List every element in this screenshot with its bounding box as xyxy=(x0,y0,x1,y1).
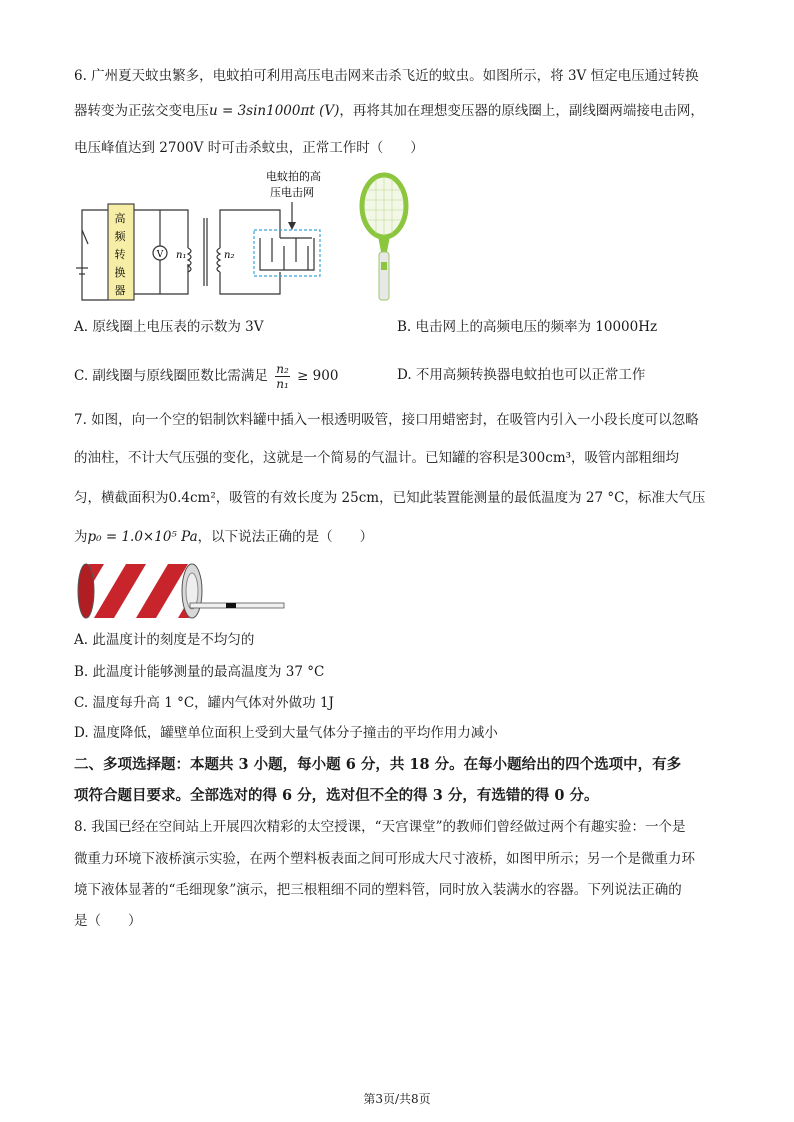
can-thermometer-image xyxy=(74,560,288,622)
net-label-1: 电蚊拍的高 xyxy=(266,170,321,183)
ratio-numerator: n₂ xyxy=(276,362,289,376)
q7-line2-text-a: 的油柱，不计大气压强的变化，这就是一个简易的气温计。已知罐的容积是 xyxy=(74,450,520,466)
q6-option-c-inequality: ≥ 900 xyxy=(297,368,339,384)
mosquito-racket-image xyxy=(356,170,414,304)
q7-volume: 300cm³ xyxy=(519,450,572,466)
q6-option-d: D. 不用高频转换器电蚊拍也可以正常工作 xyxy=(397,367,646,383)
q7-line3 xyxy=(74,488,705,508)
voltmeter-label: V xyxy=(156,250,164,260)
q6-option-c-text: C. 副线圈与原线圈匝数比需满足 xyxy=(74,368,268,384)
q6-voltage-formula: u = 3sin1000πt (V) xyxy=(209,103,340,119)
q7-line3-text-a: 匀，横截面积为 xyxy=(74,490,169,506)
section2-heading-line2: 项符合题目要求。全部选对的得 6 分，选对但不全的得 3 分，有选错的得 0 分。 xyxy=(74,787,599,804)
ratio-denominator: n₁ xyxy=(276,377,289,391)
q7-line2 xyxy=(74,448,679,468)
q7-pressure: p₀ = 1.0×10⁵ Pa xyxy=(87,529,198,545)
q7-option-b: B. 此温度计能够测量的最高温度为 37 °C xyxy=(74,664,325,680)
q7-option-d: D. 温度降低，罐壁单位面积上受到大量气体分子撞击的平均作用力减小 xyxy=(74,725,498,741)
page-number-footer: 第3页/共8页 xyxy=(363,1092,431,1106)
q8-line1: 8. 我国已经在空间站上开展四次精彩的太空授课，“天宫课堂”的教师们曾经做过两个有趣实验：一个是 xyxy=(74,819,686,835)
q7-line4-text-a: 为 xyxy=(74,529,88,545)
q7-line4-text-b: ，以下说法正确的是（ ） xyxy=(197,529,374,545)
q7-area: 0.4cm² xyxy=(168,490,216,506)
q7-line2-text-b: ，吸管内部粗细均 xyxy=(571,450,680,466)
converter-char-3: 转 xyxy=(114,248,126,261)
q7-line4 xyxy=(74,527,373,547)
q8-line3: 境下液体显著的“毛细现象”演示，把三根粗细不同的塑料管，同时放入装满水的容器。下列说法正确的 xyxy=(74,882,682,898)
q6-option-b: B. 电击网上的高频电压的频率为 10000Hz xyxy=(397,319,658,335)
converter-char-4: 换 xyxy=(114,266,126,279)
q7-line3-text-b: ，吸管的有效长度为 25cm，已知此装置能测量的最低温度为 27 °C，标准大气压 xyxy=(215,490,706,506)
q8-line2: 微重力环境下液桥演示实验，在两个塑料板表面之间可形成大尺寸液桥，如图甲所示；另一个是微重力环 xyxy=(74,851,695,867)
q6-line2-text-a: 器转变为正弦交变电压 xyxy=(74,103,209,119)
converter-char-1: 高 xyxy=(114,212,126,225)
q6-line2-text-b: ，再将其加在理想变压器的原线圈上，副线圈两端接电击网， xyxy=(339,103,704,119)
q8-line4: 是（ ） xyxy=(74,913,142,929)
section2-heading-line1: 二、多项选择题：本题共 3 小题，每小题 6 分，共 18 分。在每小题给出的四个选项中，有多 xyxy=(74,756,682,773)
q6-option-a: A. 原线圈上电压表的示数为 3V xyxy=(74,319,264,335)
q6-option-c xyxy=(74,362,338,391)
q7-option-c: C. 温度每升高 1 °C，罐内气体对外做功 1J xyxy=(74,695,334,711)
q7-line1: 7. 如图，向一个空的铝制饮料罐中插入一根透明吸管，接口用蜡密封，在吸管内引入一小段长度可以忽略 xyxy=(74,412,699,428)
q6-circuit-figure xyxy=(70,168,340,308)
turns-ratio-fraction xyxy=(275,362,290,391)
n2-label: n₂ xyxy=(224,250,235,261)
q6-line3: 电压峰值达到 2700V 时可击杀蚊虫，正常工作时（ ） xyxy=(74,140,424,156)
q6-line2 xyxy=(74,101,704,121)
n1-label: n₁ xyxy=(176,250,187,261)
q7-option-a: A. 此温度计的刻度是不均匀的 xyxy=(74,632,255,648)
net-label-2: 压电击网 xyxy=(270,186,314,199)
q6-line1: 6. 广州夏天蚊虫繁多，电蚊拍可利用高压电击网来击杀飞近的蚊虫。如图所示，将 3V 恒定电压通过转换 xyxy=(74,68,699,84)
converter-char-5: 器 xyxy=(114,284,126,297)
converter-char-2: 频 xyxy=(114,230,126,243)
